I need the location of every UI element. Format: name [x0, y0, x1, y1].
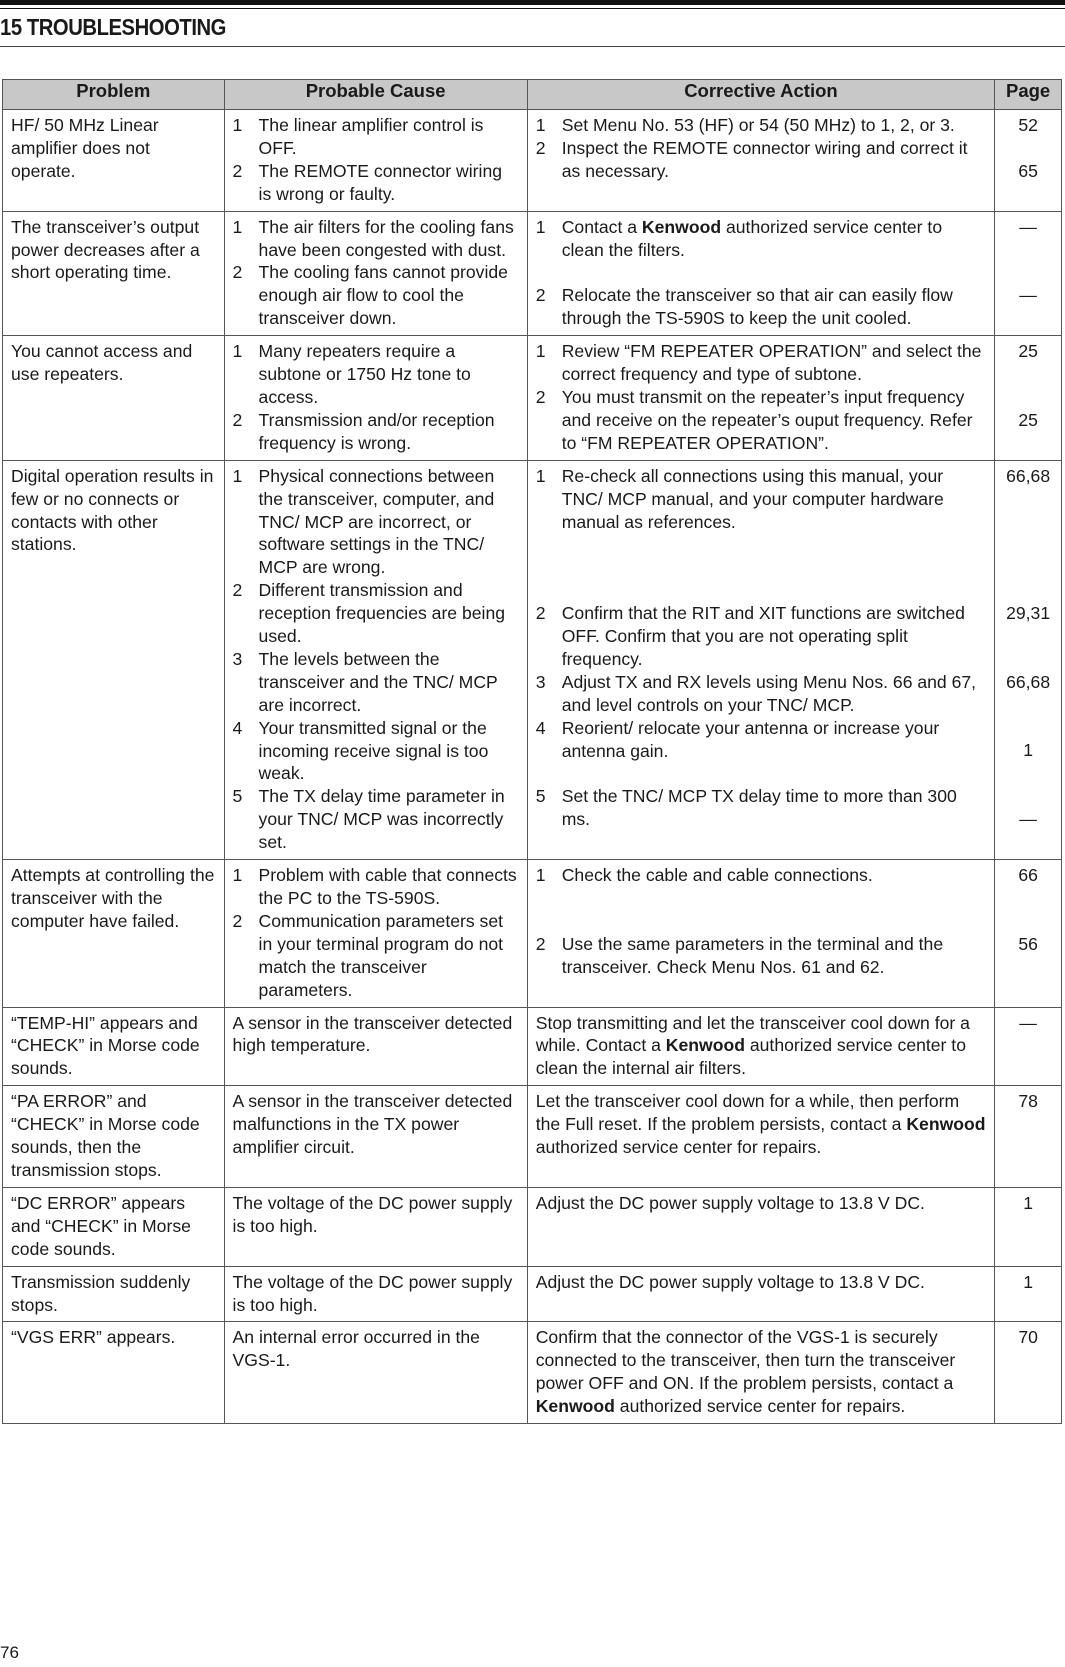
cause-cell: 1 Problem with cable that connects the PC to the TS-590S. 2 Communication parameters set in your terminal program do not match the transceiver parameters. [224, 860, 527, 1007]
page-cell: 70 [995, 1322, 1062, 1424]
cause-cell: A sensor in the transceiver detected malfunctions in the TX power amplifier circuit. [224, 1086, 527, 1188]
action-cell: 1 Check the cable and cable connections. 2 Use the same parameters in the terminal and the transceiver. Check Menu Nos. 61 and 62. [527, 860, 994, 1007]
problem-cell: “PA ERROR” and “CHECK” in Morse code sounds, then the transmission stops. [3, 1086, 225, 1188]
problem-cell: Digital operation results in few or no connects or contacts with other stations. [3, 460, 225, 859]
page-cell: 1 [995, 1266, 1062, 1322]
troubleshooting-table [2, 79, 1062, 1424]
column-header-problem: Problem [3, 80, 225, 110]
problem-cell: Attempts at controlling the transceiver with the computer have failed. [3, 860, 225, 1007]
page-cell: 78 [995, 1086, 1062, 1188]
action-cell: 1 Set Menu No. 53 (HF) or 54 (50 MHz) to 1, 2, or 3. 2 Inspect the REMOTE connector wiring and correct it as necessary. [527, 110, 994, 212]
cause-cell: 1 Physical connections between the transceiver, computer, and TNC/ MCP are incorrect, or software settings in the TNC/ MCP are wrong. 2 Different transmission and reception frequencies are being used. 3 The levels between the transceiver and the TNC/ MCP are incorrect. 4 Your transmitted signal or the incoming receive signal is too weak. 5 The TX delay time parameter in your TNC/ MCP was incorrectly set. [224, 460, 527, 859]
table-row [3, 1266, 1062, 1322]
page-number: 76 [0, 1643, 19, 1662]
page-cell: — — [995, 211, 1062, 336]
page-cell: 25 25 [995, 336, 1062, 461]
cause-cell: The voltage of the DC power supply is too high. [224, 1266, 527, 1322]
table-row [3, 1086, 1062, 1188]
table-row [3, 211, 1062, 336]
page-cell: 66 56 [995, 860, 1062, 1007]
action-cell: Let the transceiver cool down for a while, then perform the Full reset. If the problem persists, contact a Kenwood authorized service center for repairs. [527, 1086, 994, 1188]
title-rule [0, 46, 1065, 47]
brand-name: Kenwood [641, 216, 722, 237]
brand-name: Kenwood [906, 1114, 986, 1135]
problem-cell: “DC ERROR” appears and “CHECK” in Morse code sounds. [3, 1187, 225, 1266]
action-cell: Confirm that the connector of the VGS-1 is securely connected to the transceiver, then turn the transceiver power OFF and ON. If the problem persists, contact a Kenwood authorized service center for repairs. [527, 1322, 994, 1424]
action-cell: 1 Re-check all connections using this manual, your TNC/ MCP manual, and your computer hardware manual as references. 2 Confirm that the RIT and XIT functions are switched OFF. Confirm that you are not operating split frequency. 3 Adjust TX and RX levels using Menu Nos. 66 and 67, and level controls on your TNC/ MCP. 4 Reorient/ relocate your antenna or increase your antenna gain. 5 Set the TNC/ MCP TX delay time to more than 300 ms. [527, 460, 994, 859]
cause-cell: A sensor in the transceiver detected high temperature. [224, 1007, 527, 1086]
table-row [3, 110, 1062, 212]
column-header-page: Page [995, 80, 1062, 110]
page-cell: 66,68 29,31 66,68 1 — [995, 460, 1062, 859]
problem-cell: You cannot access and use repeaters. [3, 336, 225, 461]
problem-cell: The transceiver’s output power decreases after a short operating time. [3, 211, 225, 336]
table-row [3, 1187, 1062, 1266]
action-cell: 1 Review “FM REPEATER OPERATION” and select the correct frequency and type of subtone. 2 You must transmit on the repeater’s input frequency and receive on the repeater’s ouput frequency. Refer to “FM REPEATER OPERATION”. [527, 336, 994, 461]
table-row [3, 460, 1062, 859]
table-row [3, 860, 1062, 1007]
cause-cell: 1 Many repeaters require a subtone or 1750 Hz tone to access. 2 Transmission and/or reception frequency is wrong. [224, 336, 527, 461]
brand-name: Kenwood [665, 1035, 745, 1056]
top-rule-thin [0, 8, 1065, 9]
problem-cell: “TEMP-HI” appears and “CHECK” in Morse code sounds. [3, 1007, 225, 1086]
section-title: 15 TROUBLESHOOTING [0, 14, 226, 40]
problem-cell: HF/ 50 MHz Linear amplifier does not operate. [3, 110, 225, 212]
table-row [3, 336, 1062, 461]
table-header-row [3, 80, 1062, 110]
action-cell: Adjust the DC power supply voltage to 13.8 V DC. [527, 1187, 994, 1266]
page-cell: — [995, 1007, 1062, 1086]
cause-cell: An internal error occurred in the VGS-1. [224, 1322, 527, 1424]
page-cell: 52 65 [995, 110, 1062, 212]
brand-name: Kenwood [535, 1396, 615, 1417]
top-rule-thick [0, 0, 1065, 5]
table-row [3, 1007, 1062, 1086]
page-cell: 1 [995, 1187, 1062, 1266]
action-cell: Adjust the DC power supply voltage to 13.8 V DC. [527, 1266, 994, 1322]
problem-cell: “VGS ERR” appears. [3, 1322, 225, 1424]
cause-cell: 1 The air filters for the cooling fans have been congested with dust. 2 The cooling fans cannot provide enough air flow to cool the transceiver down. [224, 211, 527, 336]
problem-cell: Transmission suddenly stops. [3, 1266, 225, 1322]
action-cell: 1 Contact a Kenwood authorized service center to clean the filters. 2 Relocate the transceiver so that air can easily flow through the TS-590S to keep the unit cooled. [527, 211, 994, 336]
column-header-action: Corrective Action [527, 80, 994, 110]
cause-cell: The voltage of the DC power supply is too high. [224, 1187, 527, 1266]
action-cell: Stop transmitting and let the transceiver cool down for a while. Contact a Kenwood authorized service center to clean the internal air filters. [527, 1007, 994, 1086]
column-header-cause: Probable Cause [224, 80, 527, 110]
cause-cell: 1 The linear amplifier control is OFF. 2 The REMOTE connector wiring is wrong or faulty. [224, 110, 527, 212]
table-row [3, 1322, 1062, 1424]
